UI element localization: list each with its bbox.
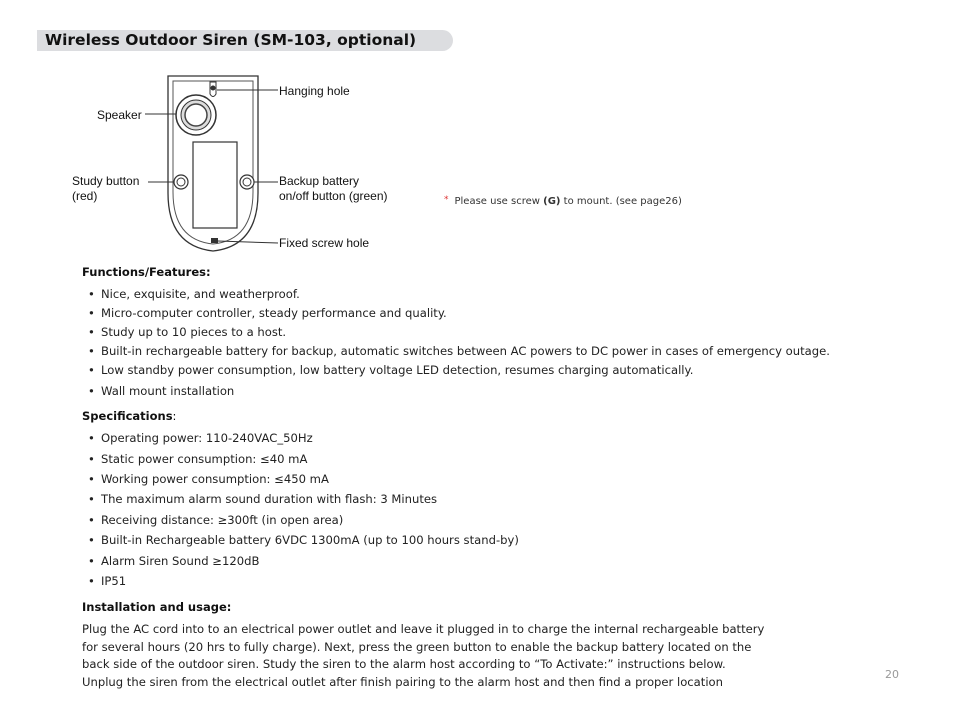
- feature-item: • Study up to 10 pieces to a host.: [88, 325, 830, 344]
- spec-item: • Operating power: 110-240VAC_50Hz: [88, 431, 519, 452]
- spec-item: • Static power consumption: ≤40 mA: [88, 452, 519, 472]
- feature-item: • Nice, exquisite, and weatherproof.: [88, 287, 830, 306]
- label-backup-battery-line2: on/off button (green): [279, 189, 388, 203]
- feature-item: • Micro-computer controller, steady performance and quality.: [88, 306, 830, 325]
- label-backup-battery-line1: Backup battery: [279, 174, 360, 188]
- feature-item: • Wall mount installation: [88, 384, 830, 403]
- spec-item: • IP51: [88, 574, 519, 594]
- label-hanging-hole: Hanging hole: [279, 84, 350, 98]
- installation-paragraph: [82, 621, 882, 691]
- siren-illustration: [60, 68, 410, 258]
- spec-item: • Receiving distance: ≥300ft (in open area): [88, 513, 519, 533]
- page-number: 20: [885, 668, 899, 681]
- installation-line: back side of the outdoor siren. Study the siren to the alarm host according to “To Activate:” instructions below.: [82, 657, 726, 671]
- page-title: Wireless Outdoor Siren (SM-103, optional): [45, 31, 417, 49]
- asterisk-icon: *: [444, 195, 449, 205]
- siren-diagram: [60, 68, 410, 258]
- label-backup-battery: [279, 174, 388, 204]
- label-study-button-line1: Study button: [72, 174, 140, 188]
- note-text-before: Please use screw: [454, 196, 544, 207]
- label-fixed-screw-hole: Fixed screw hole: [279, 236, 370, 250]
- installation-line: for several hours (20 hrs to fully charge). Next, press the green button to enable the backup battery located on the: [82, 639, 752, 654]
- spec-item: • Alarm Siren Sound ≥120dB: [88, 554, 519, 574]
- screw-hole-icon: [211, 238, 218, 243]
- label-speaker: Speaker: [97, 108, 142, 122]
- battery-compartment: [193, 142, 237, 228]
- mount-note: [444, 195, 682, 207]
- label-study-button: [72, 174, 139, 204]
- spec-item: • Working power consumption: ≤450 mA: [88, 472, 519, 492]
- specs-heading-text: Specifications: [82, 409, 173, 423]
- functions-heading: Functions/Features:: [82, 265, 211, 279]
- label-study-button-line2: (red): [72, 189, 98, 203]
- feature-item: • Low standby power consumption, low battery voltage LED detection, resumes charging automatically.: [88, 363, 830, 384]
- specs-heading-colon: :: [172, 409, 177, 423]
- installation-line: Unplug the siren from the electrical outlet after finish pairing to the alarm host and then find a proper location: [82, 674, 723, 689]
- note-text-after: to mount. (see page26): [560, 196, 682, 207]
- installation-line: Plug the AC cord into to an electrical power outlet and leave it plugged in to charge the internal rechargeable battery: [82, 622, 765, 636]
- note-bold: (G): [543, 196, 561, 207]
- installation-heading: Installation and usage:: [82, 600, 232, 614]
- spec-item: • The maximum alarm sound duration with flash: 3 Minutes: [88, 492, 519, 513]
- functions-list: [88, 287, 830, 403]
- feature-item: • Built-in rechargeable battery for backup, automatic switches between AC powers to DC power in cases of emergency outage.: [88, 344, 830, 363]
- specs-list: [88, 431, 519, 594]
- spec-item: • Built-in Rechargeable battery 6VDC 1300mA (up to 100 hours stand-by): [88, 533, 519, 554]
- specs-heading: [82, 409, 176, 423]
